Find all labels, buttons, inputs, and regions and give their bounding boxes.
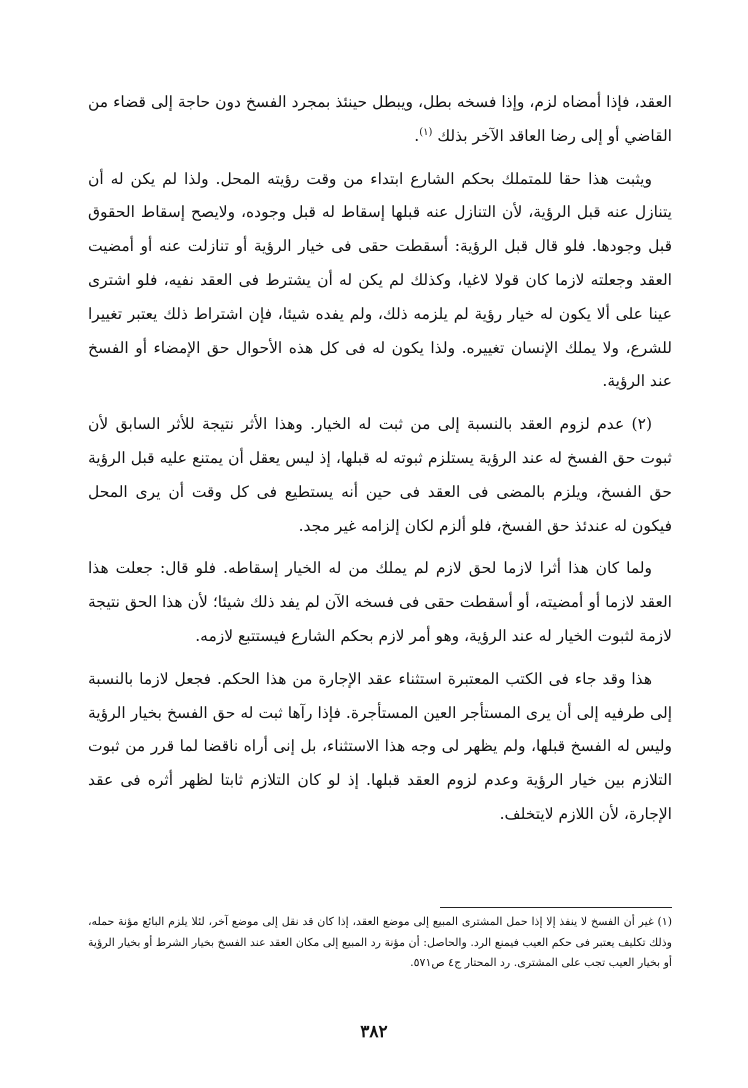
footnote-1: (١) غير أن الفسخ لا ينفذ إلا إذا حمل المشترى المبيع إلى موضع العقد، إذا كان قد نقل إلى موضع آخر، لئلا يلزم البائع مؤنة حمله، وذلك تكليف يعتبر فى حكم العيب فيمنع الرد. والحاصل: أن مؤنة رد المبيع إلى مكان العقد عند الفسخ بخيار الشرط أو بخيار الرؤية أو بخيار العيب تجب على المشترى. رد المحتار ج٤ ص٥٧١. bbox=[88, 915, 672, 969]
page-number: ٣٨٢ bbox=[360, 1022, 388, 1042]
paragraph-4: ولما كان هذا أثرا لازما لحق لازم لم يملك من له الخيار إسقاطه. فلو قال: جعلت هذا العقد لازما أو أمضيته، أو أسقطت حقى فى فسخه الآن لم يفد ذلك شيئا؛ لأن هذا الحق نتيجة لازمة لثبوت الخيار له عند الرؤية، وهو أمر لازم بحكم الشارع فيستتبع لازمه. bbox=[88, 559, 672, 645]
paragraph-3: (٢) عدم لزوم العقد بالنسبة إلى من ثبت له الخيار. وهذا الأثر نتيجة للأثر السابق لأن ثبوت حق الفسخ له عند الرؤية يستلزم ثبوته له قبلها، إذ ليس يعقل أن يمتنع عليه قبل الرؤية حق الفسخ، ويلزم بالمضى فى العقد فى حين أنه يستطيع فى كل وقت أن يرى المحل فيكون له عندئذ حق الفسخ، فلو ألزم لكان إلزامه غير مجد. bbox=[88, 415, 672, 535]
paragraph-1-text: العقد، فإذا أمضاه لزم، وإذا فسخه بطل، ويبطل حينئذ بمجرد الفسخ دون حاجة إلى قضاء من القاضي أو إلى رضا العاقد الآخر بذلك bbox=[88, 93, 672, 145]
main-text bbox=[88, 86, 672, 832]
paragraph-2: ويثبت هذا حقا للمتملك بحكم الشارع ابتداء من وقت رؤيته المحل. ولذا لم يكن له أن يتنازل عنه قبل الرؤية، لأن التنازل عنه قبلها إسقاط له قبل وجوده، ولايصح إسقاط الحقوق قبل وجودها. فلو قال قبل الرؤية: أسقطت حقى فى خيار الرؤية أو تنازلت عنه أو أمضيت العقد وجعلته لازما كان قولا لاغيا، وكذلك لم يكن له أن يشترط فى العقد نفيه، فلو اشترى عينا على ألا يكون له خيار رؤية لم يلزمه ذلك، ولم يفده شيئا، فإن اشتراط ذلك يعتبر تغييرا للشرع، ولا يملك الإنسان تغييره. ولذا يكون له فى كل هذه الأحوال حق الإمضاء أو الفسخ عند الرؤية. bbox=[88, 169, 672, 391]
footnote-ref-1: (١) bbox=[419, 126, 433, 138]
paragraph-5: هذا وقد جاء فى الكتب المعتبرة استثناء عقد الإجارة من هذا الحكم. فجعل لازما بالنسبة إلى طرفيه إلى أن يرى المستأجر العين المستأجرة. فإذا رآها ثبت له حق الفسخ بخيار الرؤية وليس له الفسخ قبلها، ولم يظهر لى وجه هذا الاستثناء، بل إنى أراه ناقضا لما قرر من ثبوت التلازم بين خيار الرؤية وعدم لزوم العقد قبلها. إذ لو كان التلازم ثابتا لظهر أثره فى عقد الإجارة، لأن اللازم لايتخلف. bbox=[88, 669, 672, 823]
footnote-separator bbox=[440, 907, 672, 908]
paragraph-1: العقد، فإذا أمضاه لزم، وإذا فسخه بطل، ويبطل حينئذ بمجرد الفسخ دون حاجة إلى قضاء من القاضي أو إلى رضا العاقد الآخر بذلك $^{(١)}$. bbox=[88, 93, 672, 145]
